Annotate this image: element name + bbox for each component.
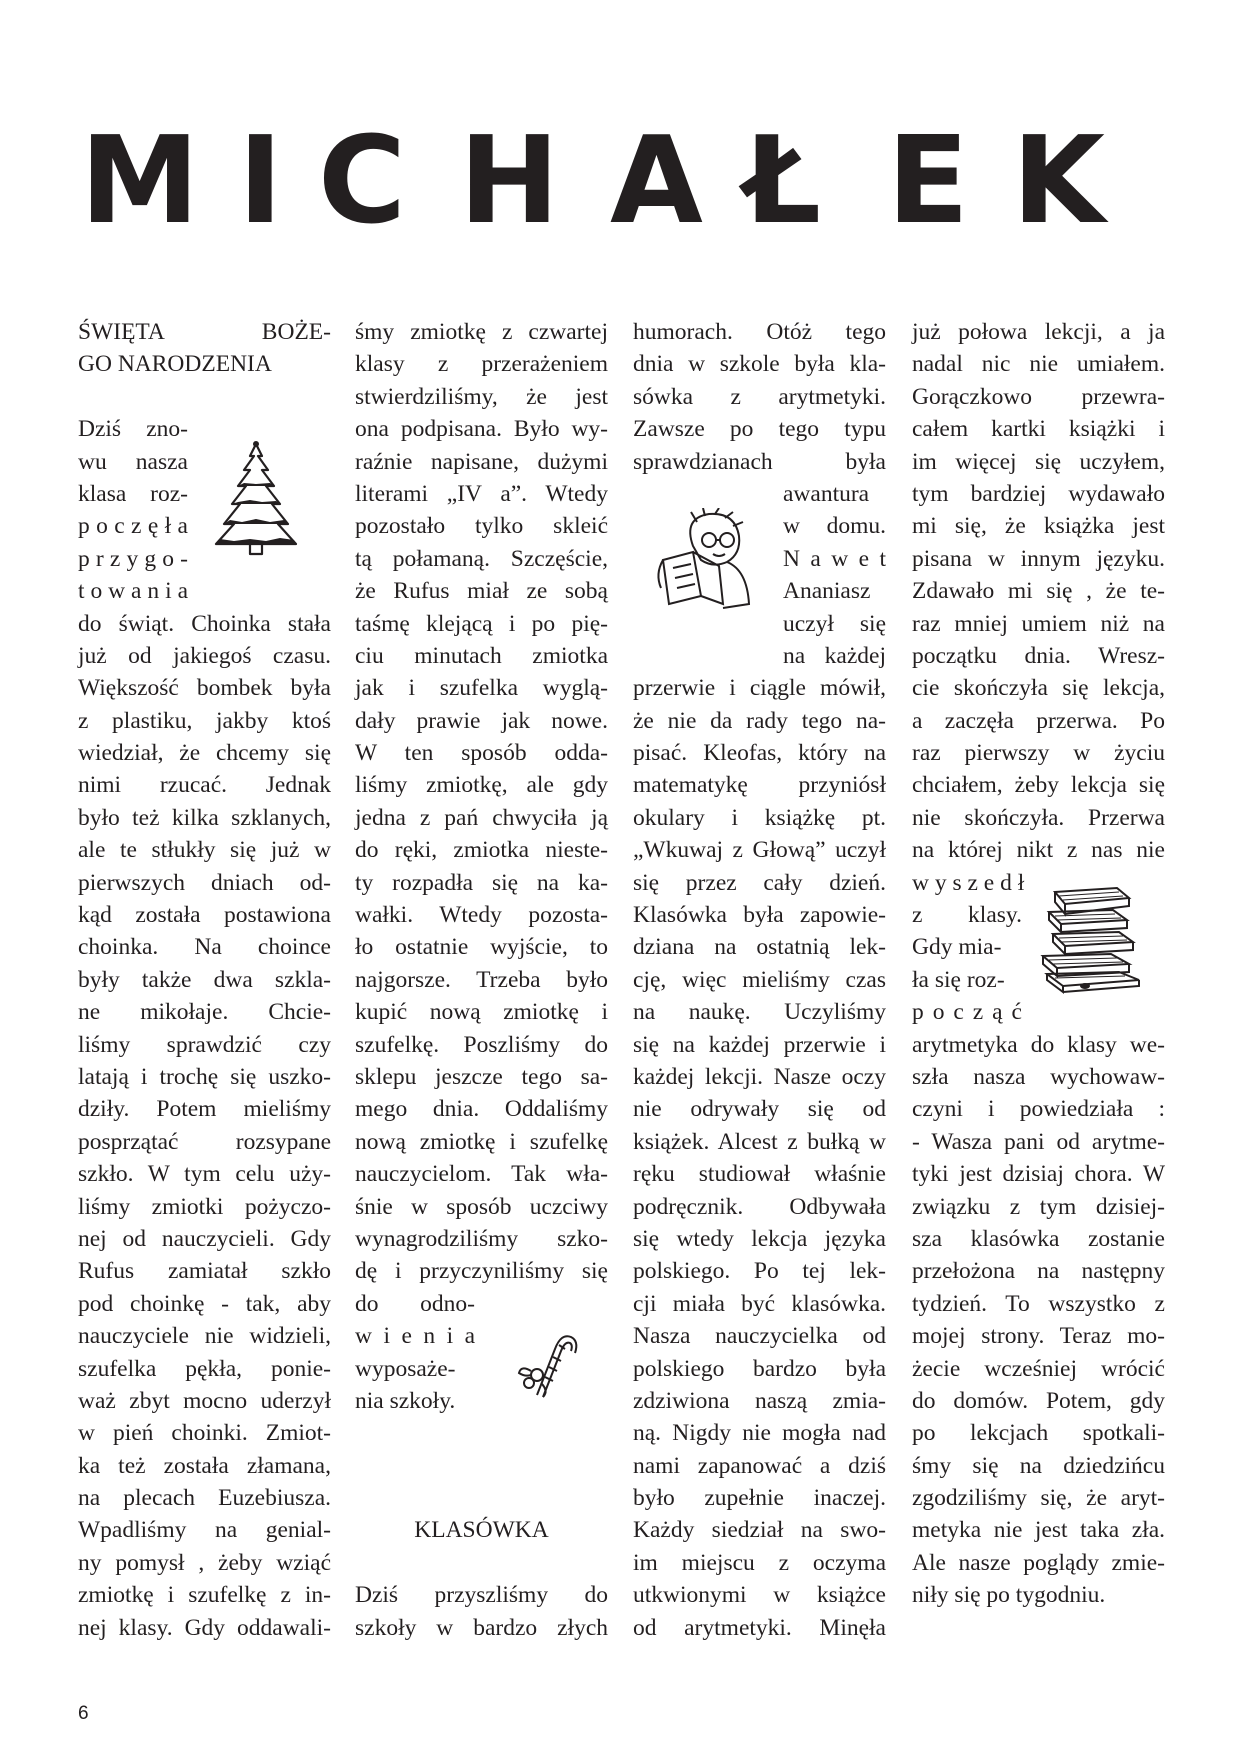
text-line: W ten sposób odda- bbox=[355, 740, 608, 767]
text-line: książek. Alcest z bułką w bbox=[633, 1128, 886, 1155]
text-line: wiedział, że chcemy się bbox=[78, 740, 331, 767]
text-line: tą połamaną. Szczęście, bbox=[355, 545, 608, 572]
text-line: Gorączkowo przewra- bbox=[912, 383, 1165, 410]
candy-cane-icon bbox=[515, 1325, 585, 1405]
text-line: Każdy siedział na swo- bbox=[633, 1517, 886, 1544]
text-line: mojej strony. Teraz mo- bbox=[912, 1323, 1165, 1350]
text-line: polskiego bardzo była bbox=[633, 1355, 886, 1382]
text-line: od arytmetyki. Minęła bbox=[633, 1614, 886, 1641]
text-line: cie skończyła się lekcja, bbox=[912, 675, 1165, 702]
text-line: szkoły w bardzo złych bbox=[355, 1614, 608, 1641]
text-line: nie skończyła. Przerwa bbox=[912, 804, 1165, 831]
text-line: klasy z przerażeniem bbox=[355, 351, 608, 378]
text-line: nauczycielom. Tak wła- bbox=[355, 1161, 608, 1188]
text-line: ty rozpadła się na ka- bbox=[355, 869, 608, 896]
text-line: przełożona na następny bbox=[912, 1258, 1165, 1285]
text-line: raźnie napisane, dużymi bbox=[355, 448, 608, 475]
text-line: wałki. Wtedy pozosta- bbox=[355, 902, 608, 929]
masthead-letter: E bbox=[887, 112, 969, 251]
text-line: sklepu jeszcze tego sa- bbox=[355, 1063, 608, 1090]
text-line: ŚWIĘTA BOŻE- bbox=[78, 319, 331, 345]
text-line: kąd została postawiona bbox=[78, 902, 331, 929]
text-line: Dziś zno- bbox=[78, 416, 188, 443]
text-line: początku dnia. Wresz- bbox=[912, 642, 1165, 669]
text-line: nie odrywały się od bbox=[633, 1096, 886, 1123]
text-line: sza klasówka zostanie bbox=[912, 1225, 1165, 1252]
text-line: było zupełnie inaczej. bbox=[633, 1485, 886, 1512]
text-line: sprawdzianach była bbox=[633, 448, 886, 475]
text-line: się na każdej przerwie i bbox=[633, 1031, 886, 1058]
text-line: każdej lekcji. Nasze oczy bbox=[633, 1063, 886, 1090]
text-line: szła nasza wychowaw- bbox=[912, 1063, 1165, 1090]
text-line: ła się roz- bbox=[912, 966, 1005, 993]
text-line: Ale nasze poglądy zmie- bbox=[912, 1549, 1165, 1576]
text-line: humorach. Otóż tego bbox=[633, 319, 886, 345]
text-line: związku z tym dzisiej- bbox=[912, 1193, 1165, 1220]
text-line: im więcej się uczyłem, bbox=[912, 448, 1165, 475]
text-line: śmy zmiotkę z czwartej bbox=[355, 319, 608, 345]
text-line: do świąt. Choinka stała bbox=[78, 610, 331, 637]
text-line: waż zbyt mocno uderzył bbox=[78, 1387, 331, 1414]
text-line: dnia w szkole była kla- bbox=[633, 351, 886, 378]
text-line: Zawsze po tego typu bbox=[633, 416, 886, 443]
text-line: klasa roz- bbox=[78, 480, 188, 507]
text-line: GO NARODZENIA bbox=[78, 351, 272, 378]
text-line: p r z y g o - bbox=[78, 545, 188, 572]
text-line: dę i przyczyniliśmy się bbox=[355, 1258, 608, 1285]
text-line: liśmy sprawdzić czy bbox=[78, 1031, 331, 1058]
text-line: zdziwiona naszą zmia- bbox=[633, 1387, 886, 1414]
masthead-letter: H bbox=[459, 112, 560, 251]
text-line: ło ostatnie wyjście, to bbox=[355, 934, 608, 961]
text-line: tyki jest dzisiaj chora. W bbox=[912, 1161, 1165, 1188]
text-line: czyni i powiedziała : bbox=[912, 1096, 1165, 1123]
text-line: zmiotkę i szufelkę z in- bbox=[78, 1582, 331, 1609]
text-line: Nasza nauczycielka od bbox=[633, 1323, 886, 1350]
text-line: były także dwa szkla- bbox=[78, 966, 331, 993]
text-line: szkło. W tym celu uży- bbox=[78, 1161, 331, 1188]
text-line: śmy się na dziedzińcu bbox=[912, 1452, 1165, 1479]
text-line: szufelka pękła, ponie- bbox=[78, 1355, 331, 1382]
text-line: pisać. Kleofas, który na bbox=[633, 740, 886, 767]
text-line: do odno- bbox=[355, 1290, 475, 1317]
text-line: się wtedy lekcja języka bbox=[633, 1225, 886, 1252]
text-line: w i e n i a bbox=[355, 1323, 475, 1350]
text-line: na naukę. Uczyliśmy bbox=[633, 999, 886, 1026]
line-gap bbox=[355, 1417, 608, 1449]
text-line: już połowa lekcji, a ja bbox=[912, 319, 1165, 345]
text-line: mi się, że książka jest bbox=[912, 513, 1165, 540]
text-line: N a w e t bbox=[783, 545, 886, 572]
text-line: niły się po tygodniu. bbox=[912, 1582, 1106, 1609]
text-line: cję, więc mieliśmy czas bbox=[633, 966, 886, 993]
text-line: liśmy zmiotkę, ale gdy bbox=[355, 772, 608, 799]
text-line: szufelkę. Poszliśmy do bbox=[355, 1031, 608, 1058]
text-line: posprzątać rozsypane bbox=[78, 1128, 331, 1155]
section-heading: KLASÓWKA bbox=[414, 1517, 549, 1544]
text-line: Gdy mia- bbox=[912, 934, 1002, 961]
text-line: taśmę klejącą i po pię- bbox=[355, 610, 608, 637]
text-line: po lekcjach spotkali- bbox=[912, 1420, 1165, 1447]
text-line: raz pierwszy w życiu bbox=[912, 740, 1165, 767]
text-line: jak i szufelka wyglą- bbox=[355, 675, 608, 702]
text-line: ciu minutach zmiotka bbox=[355, 642, 608, 669]
text-line: polskiego. Po tej lek- bbox=[633, 1258, 886, 1285]
text-line: t o w a n i a bbox=[78, 578, 188, 605]
text-line: dziana na ostatnią lek- bbox=[633, 934, 886, 961]
text-line: że Rufus miał ze sobą bbox=[355, 578, 608, 605]
text-line: sówka z arytmetyki. bbox=[633, 383, 886, 410]
text-line: ręku studiował właśnie bbox=[633, 1161, 886, 1188]
text-line: z plastiku, jakby ktoś bbox=[78, 707, 331, 734]
text-line: Wpadliśmy na genial- bbox=[78, 1517, 331, 1544]
text-line: awantura bbox=[783, 480, 870, 507]
boy-reading-book-icon bbox=[643, 508, 763, 618]
text-line: Klasówka była zapowie- bbox=[633, 902, 886, 929]
text-line: pod choinkę - tak, aby bbox=[78, 1290, 331, 1317]
line-gap bbox=[355, 1482, 608, 1514]
text-line: „Wkuwaj z Głową” uczył bbox=[633, 837, 886, 864]
text-line: Ananiasz bbox=[783, 578, 871, 605]
text-line: raz mniej umiem niż na bbox=[912, 610, 1165, 637]
text-line: im miejscu z oczyma bbox=[633, 1549, 886, 1576]
text-line: dały prawie jak nowe. bbox=[355, 707, 608, 734]
text-line: ny pomysł , żeby wziąć bbox=[78, 1549, 331, 1576]
line-gap bbox=[355, 1450, 608, 1482]
masthead-letter: M bbox=[80, 112, 200, 251]
text-line: p o c z ą ć bbox=[912, 999, 1022, 1026]
text-line: było też kilka szklanych, bbox=[78, 804, 331, 831]
text-line: tym bardziej wydawało bbox=[912, 480, 1165, 507]
text-line: nej klasy. Gdy oddawali- bbox=[78, 1614, 331, 1641]
text-line: przerwie i ciągle mówił, bbox=[633, 675, 886, 702]
text-line: uczył się bbox=[783, 610, 886, 637]
masthead-letter: Ł bbox=[744, 112, 822, 251]
text-line: zgodziliśmy się, że aryt- bbox=[912, 1485, 1165, 1512]
text-line: śnie w sposób uczciwy bbox=[355, 1193, 608, 1220]
text-line: matematykę przyniósł bbox=[633, 772, 886, 799]
text-line: Zdawało mi się , że te- bbox=[912, 578, 1165, 605]
text-line: nimi rzucać. Jednak bbox=[78, 772, 331, 799]
text-line: ka też została złamana, bbox=[78, 1452, 331, 1479]
text-line: a zaczęła przerwa. Po bbox=[912, 707, 1165, 734]
text-line: na plecach Euzebiusza. bbox=[78, 1485, 331, 1512]
text-line: nia szkoły. bbox=[355, 1387, 456, 1414]
text-line: Rufus zamiatał szkło bbox=[78, 1258, 331, 1285]
text-line: już od jakiegoś czasu. bbox=[78, 642, 331, 669]
text-line: w domu. bbox=[783, 513, 886, 540]
text-line: nową zmiotkę i szufelkę bbox=[355, 1128, 608, 1155]
text-line: tydzień. To wszystko z bbox=[912, 1290, 1165, 1317]
text-line: literami „IV a”. Wtedy bbox=[355, 480, 608, 507]
text-line: na każdej bbox=[783, 642, 886, 669]
text-line: ona podpisana. Było wy- bbox=[355, 416, 608, 443]
text-line: - Wasza pani od arytme- bbox=[912, 1128, 1165, 1155]
text-line: utkwionymi w książce bbox=[633, 1582, 886, 1609]
text-line: że nie da rady tego na- bbox=[633, 707, 886, 734]
masthead-letter: I bbox=[238, 112, 283, 251]
text-line: na której nikt z nas nie bbox=[912, 837, 1165, 864]
text-line: cji miała być klasówka. bbox=[633, 1290, 886, 1317]
text-line: dziły. Potem mieliśmy bbox=[78, 1096, 331, 1123]
text-line: ną. Nigdy nie mogła nad bbox=[633, 1420, 886, 1447]
text-line: okulary i książkę pt. bbox=[633, 804, 886, 831]
text-line: nej od nauczycieli. Gdy bbox=[78, 1225, 331, 1252]
article-column-2 bbox=[355, 316, 608, 1644]
masthead bbox=[0, 112, 1240, 252]
text-line: podręcznik. Odbywała bbox=[633, 1193, 886, 1220]
text-line: nami zapanować a dziś bbox=[633, 1452, 886, 1479]
text-line: metyka nie jest taka zła. bbox=[912, 1517, 1165, 1544]
text-line: Dziś przyszliśmy do bbox=[355, 1582, 608, 1609]
text-line: ale te stłukły się już w bbox=[78, 837, 331, 864]
text-line: mego dnia. Oddaliśmy bbox=[355, 1096, 608, 1123]
text-line: żecie wcześniej wrócić bbox=[912, 1355, 1165, 1382]
text-line: w y s z e d ł bbox=[912, 869, 1025, 896]
text-line: z klasy. bbox=[912, 902, 1022, 929]
text-line: liśmy zmiotki pożyczo- bbox=[78, 1193, 331, 1220]
text-line: chciałem, żeby lekcja się bbox=[912, 772, 1165, 799]
text-line: jedna z pań chwyciła ją bbox=[355, 804, 608, 831]
text-line: latają i trochę się uszko- bbox=[78, 1063, 331, 1090]
line-gap bbox=[355, 1547, 608, 1579]
text-line: do domów. Potem, gdy bbox=[912, 1387, 1165, 1414]
text-line: do ręki, zmiotka nieste- bbox=[355, 837, 608, 864]
text-line: ne mikołaje. Chcie- bbox=[78, 999, 331, 1026]
page-number: 6 bbox=[78, 1703, 89, 1724]
text-line: nauczyciele nie widzieli, bbox=[78, 1323, 331, 1350]
text-line: pierwszych dniach od- bbox=[78, 869, 331, 896]
masthead-letter: C bbox=[318, 112, 407, 251]
text-line: p o c z ę ł a bbox=[78, 513, 188, 540]
text-line: najgorsze. Trzeba było bbox=[355, 966, 608, 993]
text-line: się przez cały dzień. bbox=[633, 869, 886, 896]
text-line: wyposaże- bbox=[355, 1355, 456, 1382]
masthead-letter: K bbox=[1012, 112, 1105, 251]
text-line: Większość bombek była bbox=[78, 675, 331, 702]
book-stack-icon bbox=[1035, 882, 1147, 994]
text-line: wynagrodziliśmy szko- bbox=[355, 1225, 608, 1252]
christmas-tree-icon bbox=[210, 440, 302, 560]
text-line: całem kartki książki i bbox=[912, 416, 1165, 443]
text-line: pozostało tylko skleić bbox=[355, 513, 608, 540]
text-line: nadal nic nie umiałem. bbox=[912, 351, 1165, 378]
text-line: choinka. Na choince bbox=[78, 934, 331, 961]
text-line: wu nasza bbox=[78, 448, 188, 475]
text-line: arytmetyka do klasy we- bbox=[912, 1031, 1165, 1058]
text-line: kupić nową zmiotkę i bbox=[355, 999, 608, 1026]
line-gap bbox=[78, 381, 331, 413]
text-line: w pień choinki. Zmiot- bbox=[78, 1420, 331, 1447]
text-line: stwierdziliśmy, że jest bbox=[355, 383, 608, 410]
text-line: pisana w innym języku. bbox=[912, 545, 1165, 572]
masthead-letter: A bbox=[610, 112, 703, 251]
